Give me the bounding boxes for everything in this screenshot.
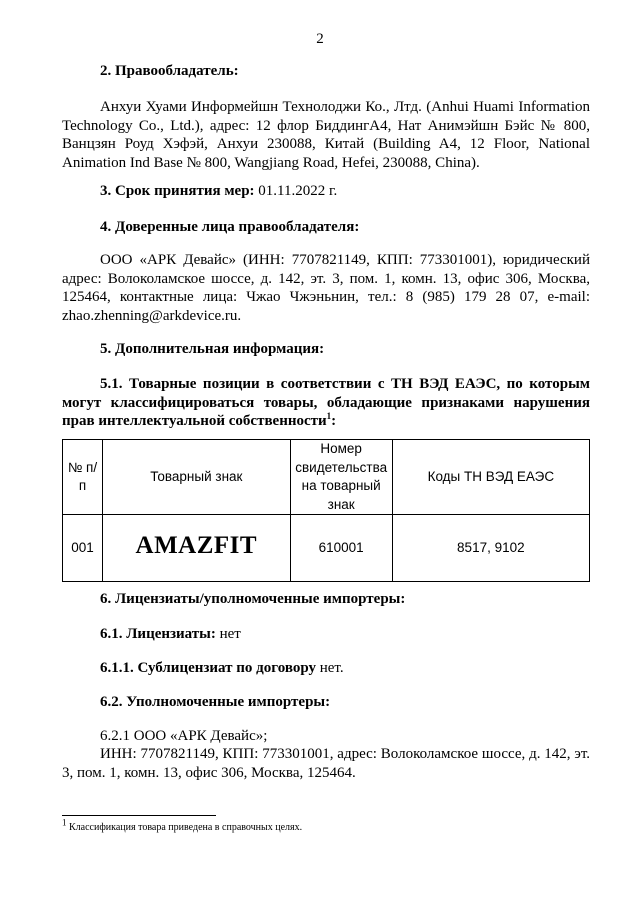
- section-4-heading: 4. Доверенные лица правообладателя:: [100, 219, 360, 235]
- cell-trademark: [102, 515, 290, 582]
- section-6-1-1: [62, 659, 590, 678]
- section-5-1-text: 5.1. Товарные позиции в соответствии с ТН ВЭД ЕАЭС, по которым могут классифицироваться товары, обладающие признаками нарушения прав интеллектуальной собственности: [62, 376, 590, 429]
- section-6-1-1-value: нет.: [319, 660, 344, 676]
- cell-codes: 8517, 9102: [392, 515, 589, 582]
- section-5-1-colon: :: [331, 413, 337, 429]
- section-5-1-heading: [62, 375, 590, 431]
- section-2-text: Анхуи Хуами Информейшн Технолоджи Ко., Лтд. (Anhui Huami Information Technology Co., Ltd.), адрес: 12 флор БиддингА4, Нат Анимэйшн Бэйс № 800, Ванцзян Роуд Хэфэй, Анхуи 230088, Китай (Building A4, 12 Floor, National Animation Ind Base № 800, Wangjiang Road, Hefei, 230088, China).: [62, 99, 590, 171]
- section-6-2-1-line2: ИНН: 7707821149, КПП: 773301001, адрес: Волоколамское шоссе, д. 142, эт. 3, пом. 1, комн. 13, офис 306, Москва, 125464.: [62, 746, 590, 781]
- col-header-number: № п/п: [63, 440, 103, 515]
- section-4-text: ООО «АРК Девайс» (ИНН: 7707821149, КПП: 773301001), юридический адрес: Волоколамское шоссе, д. 142, эт. 3, пом. 1, комн. 13, офис 306, Москва, 125464, контактные лица: Чжао Чжэньнин, тел.: 8 (985) 179 28 07, e-mail: zhao.zhenning@arkdevice.ru.: [62, 252, 590, 324]
- footnote-reference: 1: [326, 411, 332, 421]
- section-6-2-1-line1: 6.2.1 ООО «АРК Девайс»;: [100, 728, 268, 744]
- section-6-1-value: нет: [219, 626, 241, 642]
- footnote-divider: [62, 815, 216, 816]
- footnote: [62, 817, 303, 834]
- section-3: [62, 182, 590, 201]
- footnote-text: Классификация товара приведена в справочных целях.: [69, 822, 303, 833]
- section-6-1-1-heading: 6.1.1. Сублицензиат по договору: [100, 660, 316, 676]
- table-header-row: [63, 440, 590, 515]
- cell-number: 001: [63, 515, 103, 582]
- table-row: [63, 515, 590, 582]
- section-6-heading: 6. Лицензиаты/уполномоченные импортеры:: [100, 591, 406, 607]
- trademark-table: [62, 439, 590, 582]
- trademark-wordmark: AMAZFIT: [135, 532, 258, 560]
- section-6-2-heading: 6.2. Уполномоченные импортеры:: [100, 694, 331, 710]
- col-header-certificate: Номер свидетельства на товарный знак: [290, 440, 392, 515]
- page-number: 2: [316, 31, 324, 47]
- section-6-1: [62, 625, 590, 644]
- col-header-codes: Коды ТН ВЭД ЕАЭС: [392, 440, 589, 515]
- section-6-1-heading: 6.1. Лицензиаты:: [100, 626, 216, 642]
- section-3-value: 01.11.2022 г.: [258, 183, 338, 199]
- col-header-trademark: Товарный знак: [102, 440, 290, 515]
- section-3-heading: 3. Срок принятия мер:: [100, 183, 255, 199]
- cell-certificate: 610001: [290, 515, 392, 582]
- section-5-heading: 5. Дополнительная информация:: [100, 341, 325, 357]
- section-2-heading: 2. Правообладатель:: [100, 63, 239, 79]
- footnote-marker: 1: [62, 817, 67, 828]
